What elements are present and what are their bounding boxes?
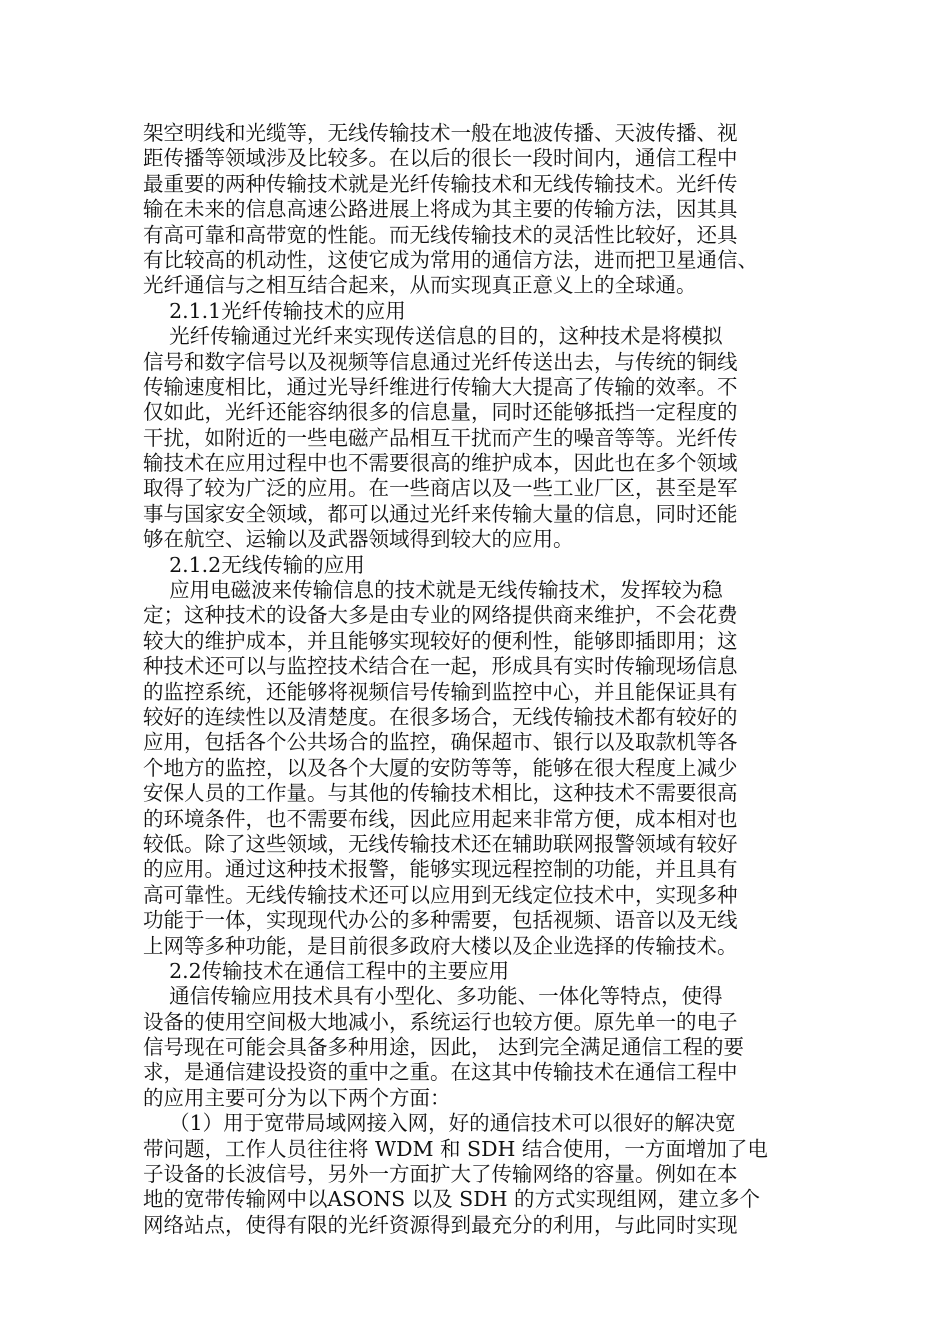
text-line: 2.2传输技术在通信工程中的主要应用 — [143, 958, 510, 983]
text-line: 干扰，如附近的一些电磁产品相互干扰而产生的噪音等等。光纤传 — [143, 425, 738, 450]
text-line: 应用，包括各个公共场合的监控，确保超市、银行以及取款机等各 — [143, 730, 738, 755]
text-line: 安保人员的工作量。与其他的传输技术相比，这种技术不需要很高 — [143, 781, 738, 806]
text-line: 有高可靠和高带宽的性能。而无线传输技术的灵活性比较好，还具 — [143, 222, 738, 247]
text-line: 信号和数字信号以及视频等信息通过光纤传送出去，与传统的铜线 — [143, 349, 738, 374]
text-line: 的监控系统，还能够将视频信号传输到监控中心，并且能保证具有 — [143, 679, 738, 704]
text-line: 信号现在可能会具备多种用途，因此， 达到完全满足通信工程的要 — [143, 1035, 745, 1060]
text-line: 传输速度相比，通过光导纤维进行传输大大提高了传输的效率。不 — [143, 374, 738, 399]
text-line: 输在未来的信息高速公路进展上将成为其主要的传输方法，因其具 — [143, 197, 738, 222]
text-line: （1）用于宽带局域网接入网，好的通信技术可以很好的解决宽 — [143, 1111, 736, 1136]
text-line: 仅如此，光纤还能容纳很多的信息量，同时还能够抵挡一定程度的 — [143, 400, 738, 425]
text-line: 设备的使用空间极大地减小，系统运行也较方便。原先单一的电子 — [143, 1009, 738, 1034]
text-line: 的应用主要可分为以下两个方面： — [143, 1085, 451, 1110]
text-line: 事与国家安全领域，都可以通过光纤来传输大量的信息，同时还能 — [143, 501, 738, 526]
text-line: 带问题，工作人员往往将 WDM 和 SDH 结合使用，一方面增加了电 — [143, 1136, 768, 1161]
text-line: 功能于一体，实现现代办公的多种需要，包括视频、语音以及无线 — [143, 908, 738, 933]
text-line: 个地方的监控，以及各个大厦的安防等等，能够在很大程度上减少 — [143, 755, 738, 780]
text-line: 2.1.2无线传输的应用 — [143, 552, 365, 577]
text-line: 够在航空、运输以及武器领域得到较大的应用。 — [143, 527, 574, 552]
text-line: 的应用。通过这种技术报警，能够实现远程控制的功能，并且具有 — [143, 857, 738, 882]
text-line: 地的宽带传输网中以ASONS 以及 SDH 的方式实现组网，建立多个 — [143, 1187, 761, 1212]
text-line: 光纤传输通过光纤来实现传送信息的目的，这种技术是将模拟 — [143, 324, 723, 349]
text-line: 求，是通信建设投资的重中之重。在这其中传输技术在通信工程中 — [143, 1060, 738, 1085]
text-line: 高可靠性。无线传输技术还可以应用到无线定位技术中，实现多种 — [143, 882, 738, 907]
text-line: 输技术在应用过程中也不需要很高的维护成本，因此也在多个领域 — [143, 451, 738, 476]
text-line: 较大的维护成本，并且能够实现较好的便利性，能够即插即用；这 — [143, 628, 738, 653]
text-line: 较低。除了这些领域，无线传输技术还在辅助联网报警领域有较好 — [143, 831, 738, 856]
text-line: 应用电磁波来传输信息的技术就是无线传输技术，发挥较为稳 — [143, 578, 723, 603]
body-text — [143, 121, 803, 1238]
text-line: 通信传输应用技术具有小型化、多功能、一体化等特点，使得 — [143, 984, 723, 1009]
text-line: 架空明线和光缆等，无线传输技术一般在地波传播、天波传播、视 — [143, 121, 738, 145]
text-line: 子设备的长波信号，另外一方面扩大了传输网络的容量。例如在本 — [143, 1162, 738, 1187]
text-line: 光纤通信与之相互结合起来，从而实现真正意义上的全球通。 — [143, 273, 697, 298]
text-line: 定；这种技术的设备大多是由专业的网络提供商来维护，不会花费 — [143, 603, 738, 628]
text-line: 上网等多种功能，是目前很多政府大楼以及企业选择的传输技术。 — [143, 933, 738, 958]
text-line: 最重要的两种传输技术就是光纤传输技术和无线传输技术。光纤传 — [143, 171, 738, 196]
text-line: 较好的连续性以及清楚度。在很多场合，无线传输技术都有较好的 — [143, 704, 738, 729]
text-line: 有比较高的机动性，这使它成为常用的通信方法，进而把卫星通信、 — [143, 247, 758, 272]
text-line: 网络站点，使得有限的光纤资源得到最充分的利用，与此同时实现 — [143, 1212, 738, 1237]
text-line: 取得了较为广泛的应用。在一些商店以及一些工业厂区，甚至是军 — [143, 476, 738, 501]
text-line: 距传播等领域涉及比较多。在以后的很长一段时间内，通信工程中 — [143, 146, 738, 171]
text-line: 2.1.1光纤传输技术的应用 — [143, 298, 406, 323]
text-line: 的环境条件，也不需要布线，因此应用起来非常方便，成本相对也 — [143, 806, 738, 831]
text-line: 种技术还可以与监控技术结合在一起，形成具有实时传输现场信息 — [143, 654, 738, 679]
